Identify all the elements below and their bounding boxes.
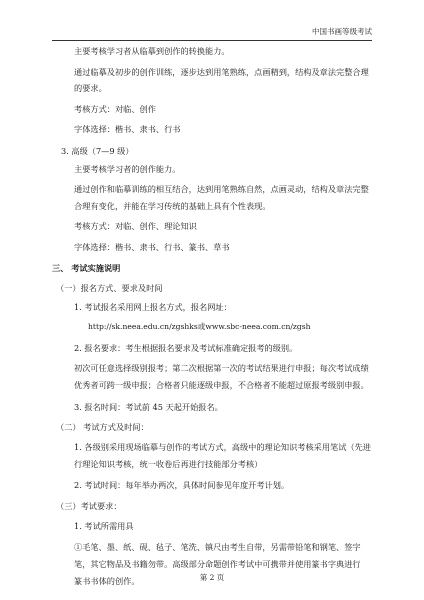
header-title: 中国书画等级考试 bbox=[312, 27, 372, 36]
text-line: 字体选择：楷书、隶书、行书、篆书、草书 bbox=[74, 242, 230, 252]
text-line: 的要求。 bbox=[74, 83, 107, 93]
level-heading: 3. 高级（7—9 级） bbox=[61, 146, 134, 156]
text-line: 1. 考试报名采用网上报名方式，报名网址： bbox=[74, 302, 232, 312]
text-line: 1. 各级别采用现场临摹与创作的考试方式，高级中的理论知识考核采用笔试（先进 bbox=[74, 442, 371, 452]
page-number: 第 2 页 bbox=[199, 573, 225, 582]
page-header bbox=[52, 26, 372, 41]
text-line: 行理论知识考核，统一收卷后再进行技能部分考核） bbox=[74, 459, 263, 469]
subsection-heading: （一）报名方式、要求及时间 bbox=[56, 283, 163, 293]
subsection-heading: （二） 考试方式及时间： bbox=[56, 422, 149, 432]
text-line: 字体选择：楷书、隶书、行书 bbox=[74, 124, 181, 134]
text-line: 考核方式：对临、创作 bbox=[74, 104, 156, 114]
text-line: 2. 考试时间：每年举办两次，具体时间参见年度开考计划。 bbox=[74, 480, 290, 490]
text-line: 2. 报名要求：考生根据报名要求及考试标准确定报考的级别。 bbox=[74, 343, 298, 353]
text-line: 1. 考试所需用具 bbox=[74, 521, 134, 531]
url-line: http://sk.neea.edu.cn/zgshks或www.sbc-neea.com.cn/zgsh bbox=[88, 322, 311, 331]
text-line: 考核方式：对临、创作、理论知识 bbox=[74, 221, 197, 231]
text-line: 通过创作和临摹训练的相互结合，达到用笔熟练自然，点画灵动，结构及章法完整 bbox=[74, 184, 369, 194]
subsection-heading: （三）考试要求： bbox=[56, 501, 122, 511]
text-line: 初次可任意选择级别报考；第二次根据第一次的考试结果进行申报；每次考试成绩 bbox=[74, 363, 369, 373]
text-line: ①毛笔、墨、纸、砚、毡子、笔洗、镇尺由考生自带，另需带铅笔和钢笔、签字 bbox=[74, 542, 361, 552]
text-line: 主要考核学习者从临摹到创作的转换能力。 bbox=[74, 46, 230, 56]
text-line: 主要考核学习者的创作能力。 bbox=[74, 164, 181, 174]
text-line: 通过临摹及初步的创作训练，逐步达到用笔熟练，点画精到，结构及章法完整合理 bbox=[74, 67, 369, 77]
text-line: 笔，其它物品及书籍勿带。高级部分命题创作考试中可携带并使用篆书字典进行 bbox=[74, 559, 361, 569]
text-line: 合理有变化，并能在学习传统的基础上具有个性表现。 bbox=[74, 201, 271, 211]
section-heading: 三、 考试实施说明 bbox=[52, 263, 121, 273]
text-line: 篆书书体的创作。 bbox=[74, 576, 140, 586]
text-line: 优秀者可跨一级申报；合格者只能逐级申报，不合格者不能超过原报考级别申报。 bbox=[74, 380, 369, 390]
text-line: 3. 报名时间：考试前 45 天起开始报名。 bbox=[74, 402, 223, 412]
